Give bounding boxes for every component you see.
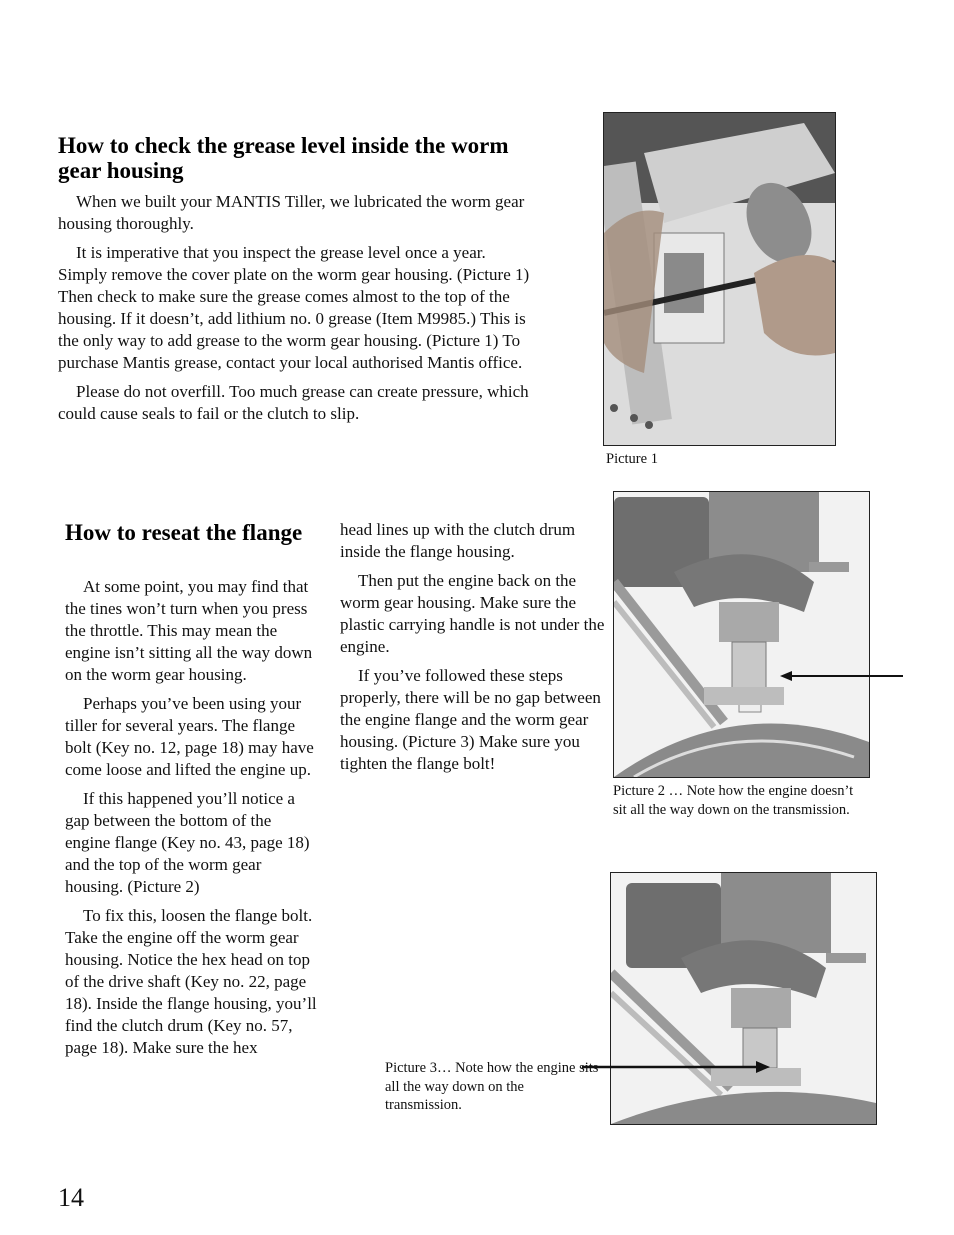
grease-section-title: How to check the grease level inside the worm gear housing <box>58 133 509 183</box>
grease-section <box>58 133 538 432</box>
picture-3-photo <box>610 872 877 1125</box>
grease-paragraph-1: When we built your MANTIS Tiller, we lubricated the worm gear housing thoroughly. <box>58 192 525 233</box>
picture-2-arrow <box>778 668 908 684</box>
flange-col1-paragraph-4: To fix this, loosen the flange bolt. Take the engine off the worm gear housing. Notice the hex head on top of the drive shaft (Key no. 22, page 18). Inside the flange housing, you’ll find the clutch drum (Key no. 57, page 18). Make sure the hex <box>65 906 317 1057</box>
picture-3-arrow <box>582 1059 772 1075</box>
grease-paragraph-3: Please do not overfill. Too much grease can create pressure, which could cause seals to fail or the clutch to slip. <box>58 382 529 423</box>
flange-column-1 <box>65 576 317 1066</box>
flange-col2-paragraph-2: Then put the engine back on the worm gear housing. Make sure the plastic carrying handle is not under the engine. <box>340 571 605 656</box>
picture-2-caption: Picture 2 … Note how the engine doesn’t sit all the way down on the transmission. <box>613 783 854 818</box>
flange-col1-paragraph-2: Perhaps you’ve been using your tiller for several years. The flange bolt (Key no. 12, page 18) may have come loose and lifted the engine up. <box>65 694 314 779</box>
picture-1-photo <box>603 112 836 446</box>
page-number: 14 <box>58 1183 84 1212</box>
picture-1-caption: Picture 1 <box>606 451 658 467</box>
flange-col2-paragraph-3: If you’ve followed these steps properly, there will be no gap between the engine flange and the worm gear housing. (Picture 3) Make sure you tighten the flange bolt! <box>340 666 601 773</box>
flange-col2-paragraph-1: head lines up with the clutch drum inside the flange housing. <box>340 520 576 561</box>
flange-section-title: How to reseat the flange <box>65 520 303 545</box>
flange-col1-paragraph-3: If this happened you’ll notice a gap between the bottom of the engine flange (Key no. 43, page 18) and the top of the worm gear housing. (Picture 2) <box>65 789 310 896</box>
picture-2-photo <box>613 491 870 778</box>
grease-paragraph-2: It is imperative that you inspect the grease level once a year. Simply remove the cover plate on the worm gear housing. (Picture 1) Then check to make sure the grease comes almost to the top of the housing. If it doesn’t, add lithium no. 0 grease (Item M9985.) This is the only way to add grease to the worm gear housing. (Picture 1) To purchase Mantis grease, contact your local authorised Mantis office. <box>58 243 530 372</box>
flange-column-2 <box>340 519 605 782</box>
flange-col1-paragraph-1: At some point, you may find that the tines won’t turn when you press the throttle. This may mean the engine isn’t sitting all the way down on the worm gear housing. <box>65 577 313 684</box>
picture-3-caption: Picture 3… Note how the engine sits all the way down on the transmission. <box>385 1060 599 1113</box>
